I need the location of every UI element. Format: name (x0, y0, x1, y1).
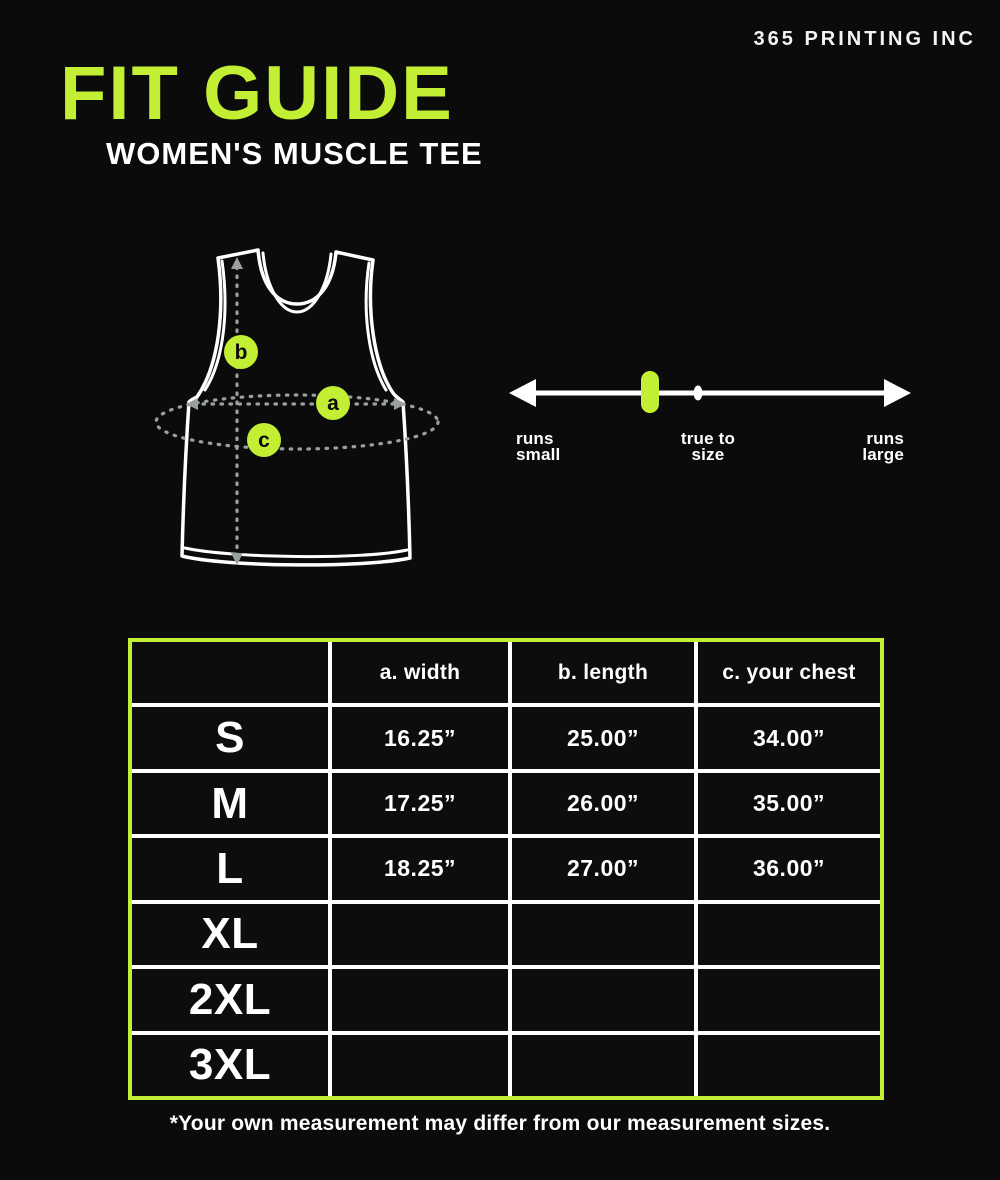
width-value (332, 904, 508, 965)
scale-arrow (509, 379, 911, 407)
marker-c (247, 423, 281, 457)
svg-text:c: c (258, 429, 270, 452)
col-header-chest: c. your chest (698, 642, 880, 703)
size-label: 2XL (132, 969, 328, 1030)
svg-text:b: b (234, 341, 248, 364)
chest-value (698, 904, 880, 965)
svg-text:a: a (327, 392, 339, 415)
col-header-length: b. length (512, 642, 694, 703)
garment-diagram (145, 240, 475, 585)
page-subtitle: WOMEN'S MUSCLE TEE (106, 136, 483, 171)
length-value: 25.00” (512, 707, 694, 768)
scale-label-runs-large: runs large (862, 429, 904, 464)
fit-scale (505, 368, 915, 422)
width-value (332, 969, 508, 1030)
width-value (332, 1035, 508, 1096)
chest-value (698, 969, 880, 1030)
brand-text: 365 PRINTING INC (753, 28, 976, 50)
length-value: 27.00” (512, 838, 694, 899)
measurement-guides (156, 267, 438, 555)
size-label: L (132, 838, 328, 899)
col-header-width: a. width (332, 642, 508, 703)
marker-a (316, 386, 350, 420)
true-to-size-dot (694, 386, 703, 401)
chest-value: 36.00” (698, 838, 880, 899)
marker-b (224, 335, 258, 369)
length-value (512, 904, 694, 965)
size-label: M (132, 773, 328, 834)
col-header-blank (132, 642, 328, 703)
scale-indicator-pill (641, 371, 659, 413)
width-value: 17.25” (332, 773, 508, 834)
footnote: *Your own measurement may differ from our measurement sizes. (169, 1112, 831, 1135)
chest-value (698, 1035, 880, 1096)
length-value (512, 1035, 694, 1096)
scale-label-runs-small: runs small (516, 429, 561, 464)
chest-value: 35.00” (698, 773, 880, 834)
size-label: XL (132, 904, 328, 965)
length-value (512, 969, 694, 1030)
size-table (128, 638, 884, 1100)
length-value: 26.00” (512, 773, 694, 834)
size-label: S (132, 707, 328, 768)
size-label: 3XL (132, 1035, 328, 1096)
width-value: 16.25” (332, 707, 508, 768)
width-value: 18.25” (332, 838, 508, 899)
chest-value: 34.00” (698, 707, 880, 768)
scale-label-true-to-size: true to size (680, 429, 736, 464)
page-title: FIT GUIDE (60, 51, 454, 136)
tee-outline (182, 250, 410, 565)
